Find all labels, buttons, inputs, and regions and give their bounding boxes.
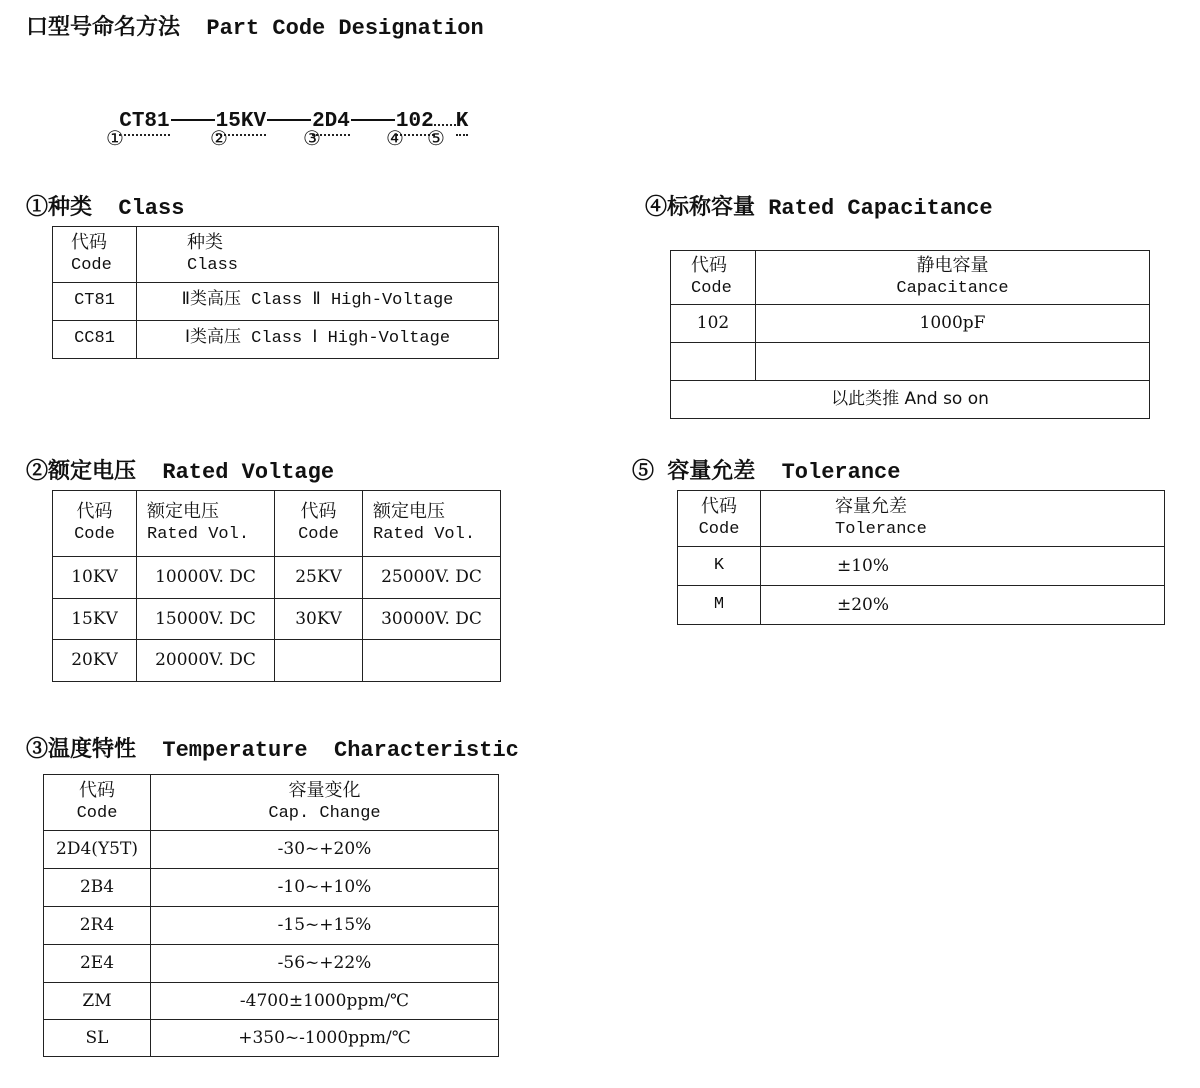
tolerance-section-title: ⑤ 容量允差 Tolerance [632,460,901,485]
capacitance-value-cell [756,343,1150,381]
voltage-code-cell: 10KV [53,557,137,599]
cap-change-cell: -10~+10% [151,869,499,907]
table-row [53,640,501,682]
page-title: 口型号命名方法 Part Code Designation [26,16,484,41]
marker-2: ② [210,126,228,150]
temperature-code-cell: 2R4 [44,907,151,945]
code-segment-class: CT81 [119,110,169,136]
code-separator [171,119,215,121]
header-cap-cn: 静电容量 [916,254,989,276]
temperature-code-cell: ZM [44,983,151,1020]
table-row [53,321,499,359]
class-table [52,226,499,359]
header-code [53,491,137,557]
capacitance-table [670,250,1150,419]
header-code-en: Code [698,520,740,540]
table-header-row [53,227,499,283]
header-tolerance [761,491,1165,547]
header-code [275,491,363,557]
voltage-code-cell: 30KV [275,599,363,640]
code-segment-voltage: 15KV [216,110,266,136]
temperature-code-cell: 2D4(Y5T) [44,831,151,869]
table-row [53,557,501,599]
voltage-value-cell [363,640,501,682]
header-vol-en: Rated Vol. [373,525,476,545]
voltage-value-cell: 15000V. DC [137,599,275,640]
table-row [671,305,1150,343]
capacitance-code-cell [671,343,756,381]
code-separator [351,119,395,121]
header-cap-en: Capacitance [896,279,1009,299]
class-code-cell: CT81 [53,283,137,321]
marker-5: ⑤ [427,126,445,150]
cap-change-cell: -4700±1000ppm/℃ [151,983,499,1020]
tolerance-code-cell: K [678,547,761,586]
header-vol-cn: 额定电压 [147,500,219,522]
table-row [44,869,499,907]
code-segment-tolerance: K [456,110,469,136]
voltage-code-cell [275,640,363,682]
class-desc-cell: Ⅱ类高压 Class Ⅱ High-Voltage [137,283,499,321]
table-row [44,907,499,945]
table-row [44,945,499,983]
class-section-title: ①种类 Class [26,196,185,221]
table-row [671,343,1150,381]
header-class-cn: 种类 [187,231,223,253]
header-code-cn: 代码 [701,495,737,517]
table-row [53,599,501,640]
table-footer-row [671,381,1150,419]
header-code-cn: 代码 [76,500,113,522]
temperature-section-title: ③温度特性 Temperature Characteristic [26,738,519,763]
code-separator [267,119,311,121]
header-code [671,251,756,305]
header-code-en: Code [76,804,118,824]
header-code-cn: 代码 [300,500,337,522]
header-change-cn: 容量变化 [288,779,361,801]
header-code [53,227,137,283]
table-row [678,547,1165,586]
table-row [44,1020,499,1057]
table-header-row [678,491,1165,547]
voltage-table [52,490,501,682]
header-code-cn: 代码 [79,779,115,801]
capacitance-value-cell: 1000pF [756,305,1150,343]
temperature-code-cell: 2B4 [44,869,151,907]
tolerance-value-cell: ±10% [761,547,1165,586]
header-code-en: Code [691,279,732,299]
capacitance-code-cell: 102 [671,305,756,343]
tolerance-value-cell: ±20% [761,586,1165,625]
header-code [44,775,151,831]
header-rated-vol [137,491,275,557]
voltage-value-cell: 25000V. DC [363,557,501,599]
code-segment-capacitance: 102 [396,110,434,136]
temperature-code-cell: SL [44,1020,151,1057]
voltage-code-cell: 15KV [53,599,137,640]
header-code [678,491,761,547]
capacitance-section-title: ④标称容量 Rated Capacitance [645,196,993,221]
and-so-on-note: 以此类推 And so on [671,381,1150,419]
voltage-value-cell: 20000V. DC [137,640,275,682]
temperature-code-cell: 2E4 [44,945,151,983]
header-cap-change [151,775,499,831]
header-class [137,227,499,283]
header-vol-cn: 额定电压 [373,500,445,522]
header-code-en: Code [298,525,339,545]
voltage-value-cell: 30000V. DC [363,599,501,640]
cap-change-cell: +350~-1000ppm/℃ [151,1020,499,1057]
marker-1: ① [106,126,124,150]
class-desc-cell: Ⅰ类高压 Class Ⅰ High-Voltage [137,321,499,359]
table-header-row [53,491,501,557]
voltage-code-cell: 20KV [53,640,137,682]
table-row [678,586,1165,625]
header-rated-vol [363,491,501,557]
voltage-code-cell: 25KV [275,557,363,599]
table-row [44,831,499,869]
table-header-row [671,251,1150,305]
marker-4: ④ [386,126,404,150]
table-row [44,983,499,1020]
header-change-en: Cap. Change [268,804,381,824]
table-row [53,283,499,321]
part-code-line [94,90,468,132]
tolerance-code-cell: M [678,586,761,625]
header-vol-en: Rated Vol. [147,525,250,545]
cap-change-cell: -56~+22% [151,945,499,983]
temperature-table [43,774,499,1057]
tolerance-table [677,490,1165,625]
class-code-cell: CC81 [53,321,137,359]
header-tol-en: Tolerance [835,520,927,540]
table-header-row [44,775,499,831]
header-code-en: Code [71,256,112,276]
header-code-cn: 代码 [71,231,107,253]
header-tol-cn: 容量允差 [835,495,907,517]
cap-change-cell: -30~+20% [151,831,499,869]
marker-3: ③ [303,126,321,150]
header-code-en: Code [74,525,115,545]
header-code-cn: 代码 [691,254,727,276]
header-class-en: Class [187,256,239,276]
voltage-value-cell: 10000V. DC [137,557,275,599]
voltage-section-title: ②额定电压 Rated Voltage [26,460,335,485]
code-segment-temperature: 2D4 [312,110,350,136]
cap-change-cell: -15~+15% [151,907,499,945]
header-capacitance [756,251,1150,305]
